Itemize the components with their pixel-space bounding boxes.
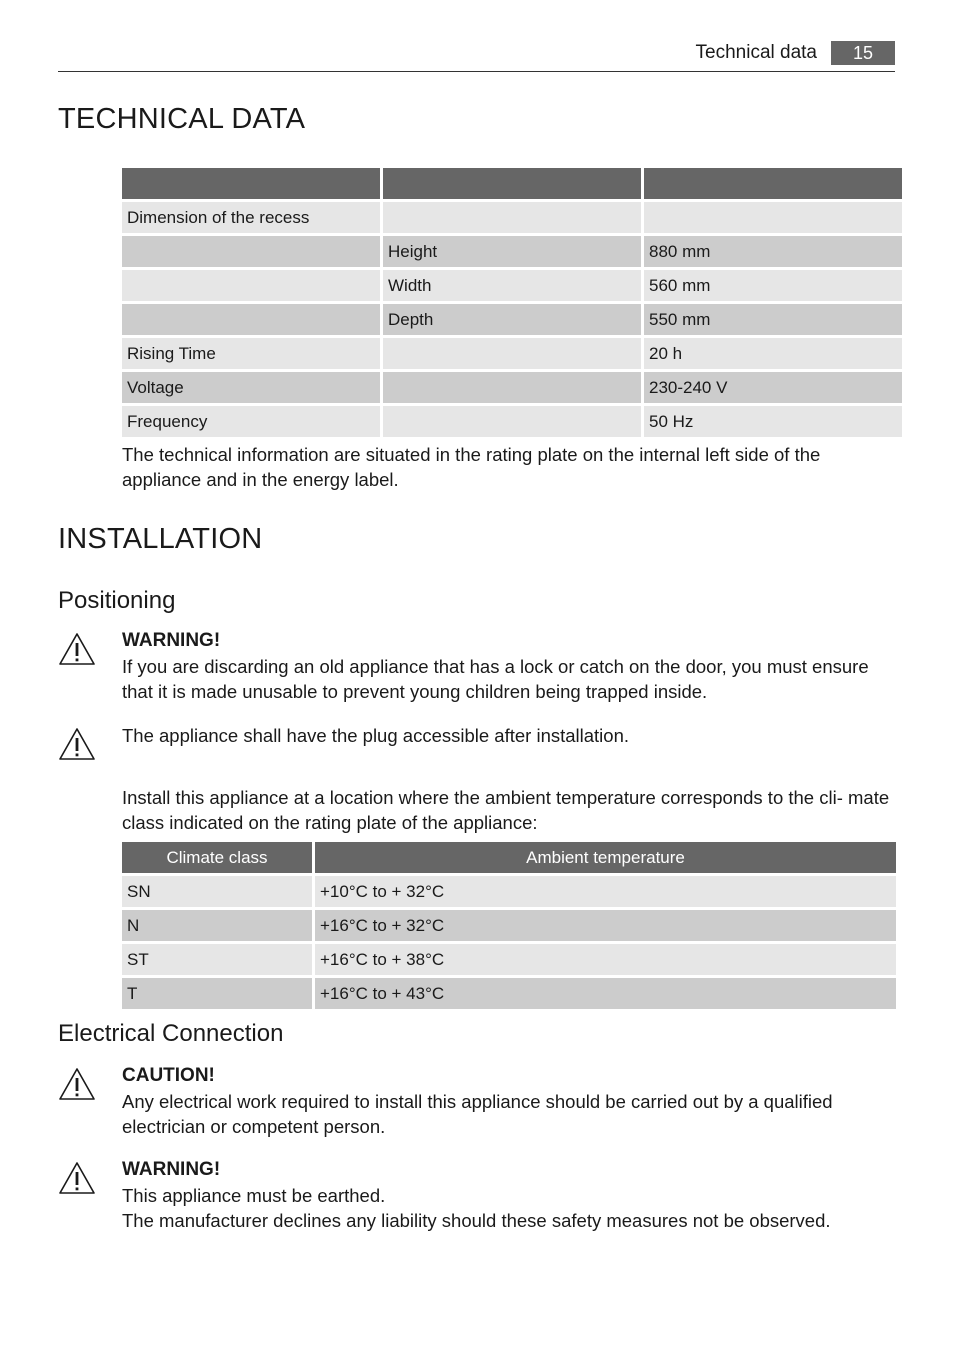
table-cell: +10°C to + 32°C <box>315 876 896 910</box>
warning-triangle-icon <box>58 727 96 761</box>
table-cell <box>122 304 383 338</box>
table-cell: +16°C to + 38°C <box>315 944 896 978</box>
table-cell: 880 mm <box>644 236 902 270</box>
table-cell: Frequency <box>122 406 383 440</box>
page-number: 15 <box>831 41 895 65</box>
positioning-heading: Positioning <box>58 587 176 614</box>
table-header-row <box>122 168 902 202</box>
table-row <box>122 978 896 1012</box>
table-cell: Height <box>383 236 644 270</box>
earthed-text: This appliance must be earthed. <box>122 1185 386 1206</box>
table-cell <box>383 202 644 236</box>
table-cell: Width <box>383 270 644 304</box>
table-cell: +16°C to + 43°C <box>315 978 896 1012</box>
caution-label: CAUTION! <box>122 1065 215 1086</box>
electrical-connection-heading: Electrical Connection <box>58 1020 284 1047</box>
technical-data-heading: TECHNICAL DATA <box>58 103 306 135</box>
table-cell: ST <box>122 944 315 978</box>
table-row <box>122 372 902 406</box>
table-cell: 550 mm <box>644 304 902 338</box>
technical-data-table <box>122 168 902 440</box>
table-cell: 230-240 V <box>644 372 902 406</box>
table-row <box>122 202 902 236</box>
warning-triangle-icon <box>58 1067 96 1101</box>
table-row <box>122 304 902 338</box>
table-header-cell <box>122 168 383 202</box>
table-cell: 20 h <box>644 338 902 372</box>
caution-text: Any electrical work required to install this appliance should be carried out by a qualified electrician or competent person. <box>122 1091 833 1137</box>
location-text: Install this appliance at a location where the ambient temperature corresponds to the cli- mate class indicated on the rating plate of the appliance: <box>122 787 890 833</box>
table-row <box>122 406 902 440</box>
table-header-cell: Ambient temperature <box>315 842 896 876</box>
table-cell <box>383 338 644 372</box>
warning-label: WARNING! <box>122 1159 221 1180</box>
table-row <box>122 236 902 270</box>
technical-info-note: The technical information are situated in the rating plate on the internal left side of the appliance and in the energy label. <box>122 444 821 490</box>
table-row <box>122 910 896 944</box>
table-cell <box>383 372 644 406</box>
table-cell: N <box>122 910 315 944</box>
table-header-cell: Climate class <box>122 842 315 876</box>
table-cell: Voltage <box>122 372 383 406</box>
table-cell <box>383 406 644 440</box>
table-cell: Rising Time <box>122 338 383 372</box>
table-cell: Depth <box>383 304 644 338</box>
table-cell: 50 Hz <box>644 406 902 440</box>
table-cell <box>122 270 383 304</box>
warning-label: WARNING! <box>122 630 221 651</box>
warning-text: If you are discarding an old appliance that has a lock or catch on the door, you must ensure that it is made unusable to prevent young children being trapped inside. <box>122 656 869 702</box>
table-cell: 560 mm <box>644 270 902 304</box>
table-row <box>122 270 902 304</box>
table-row <box>122 876 896 910</box>
page-header <box>58 40 895 72</box>
warning-triangle-icon <box>58 632 96 666</box>
table-header-cell <box>383 168 644 202</box>
table-cell: T <box>122 978 315 1012</box>
warning-triangle-icon <box>58 1161 96 1195</box>
header-section-title: Technical data <box>695 42 817 63</box>
liability-text: The manufacturer declines any liability should these safety measures not be observed. <box>122 1210 831 1231</box>
table-cell: +16°C to + 32°C <box>315 910 896 944</box>
plug-note: The appliance shall have the plug accessible after installation. <box>122 725 630 746</box>
table-row <box>122 338 902 372</box>
table-cell: Dimension of the recess <box>122 202 383 236</box>
table-header-row <box>122 842 896 876</box>
table-row <box>122 944 896 978</box>
installation-heading: INSTALLATION <box>58 523 263 555</box>
table-cell <box>644 202 902 236</box>
table-cell <box>122 236 383 270</box>
climate-class-table <box>122 842 896 1012</box>
table-cell: SN <box>122 876 315 910</box>
table-header-cell <box>644 168 902 202</box>
